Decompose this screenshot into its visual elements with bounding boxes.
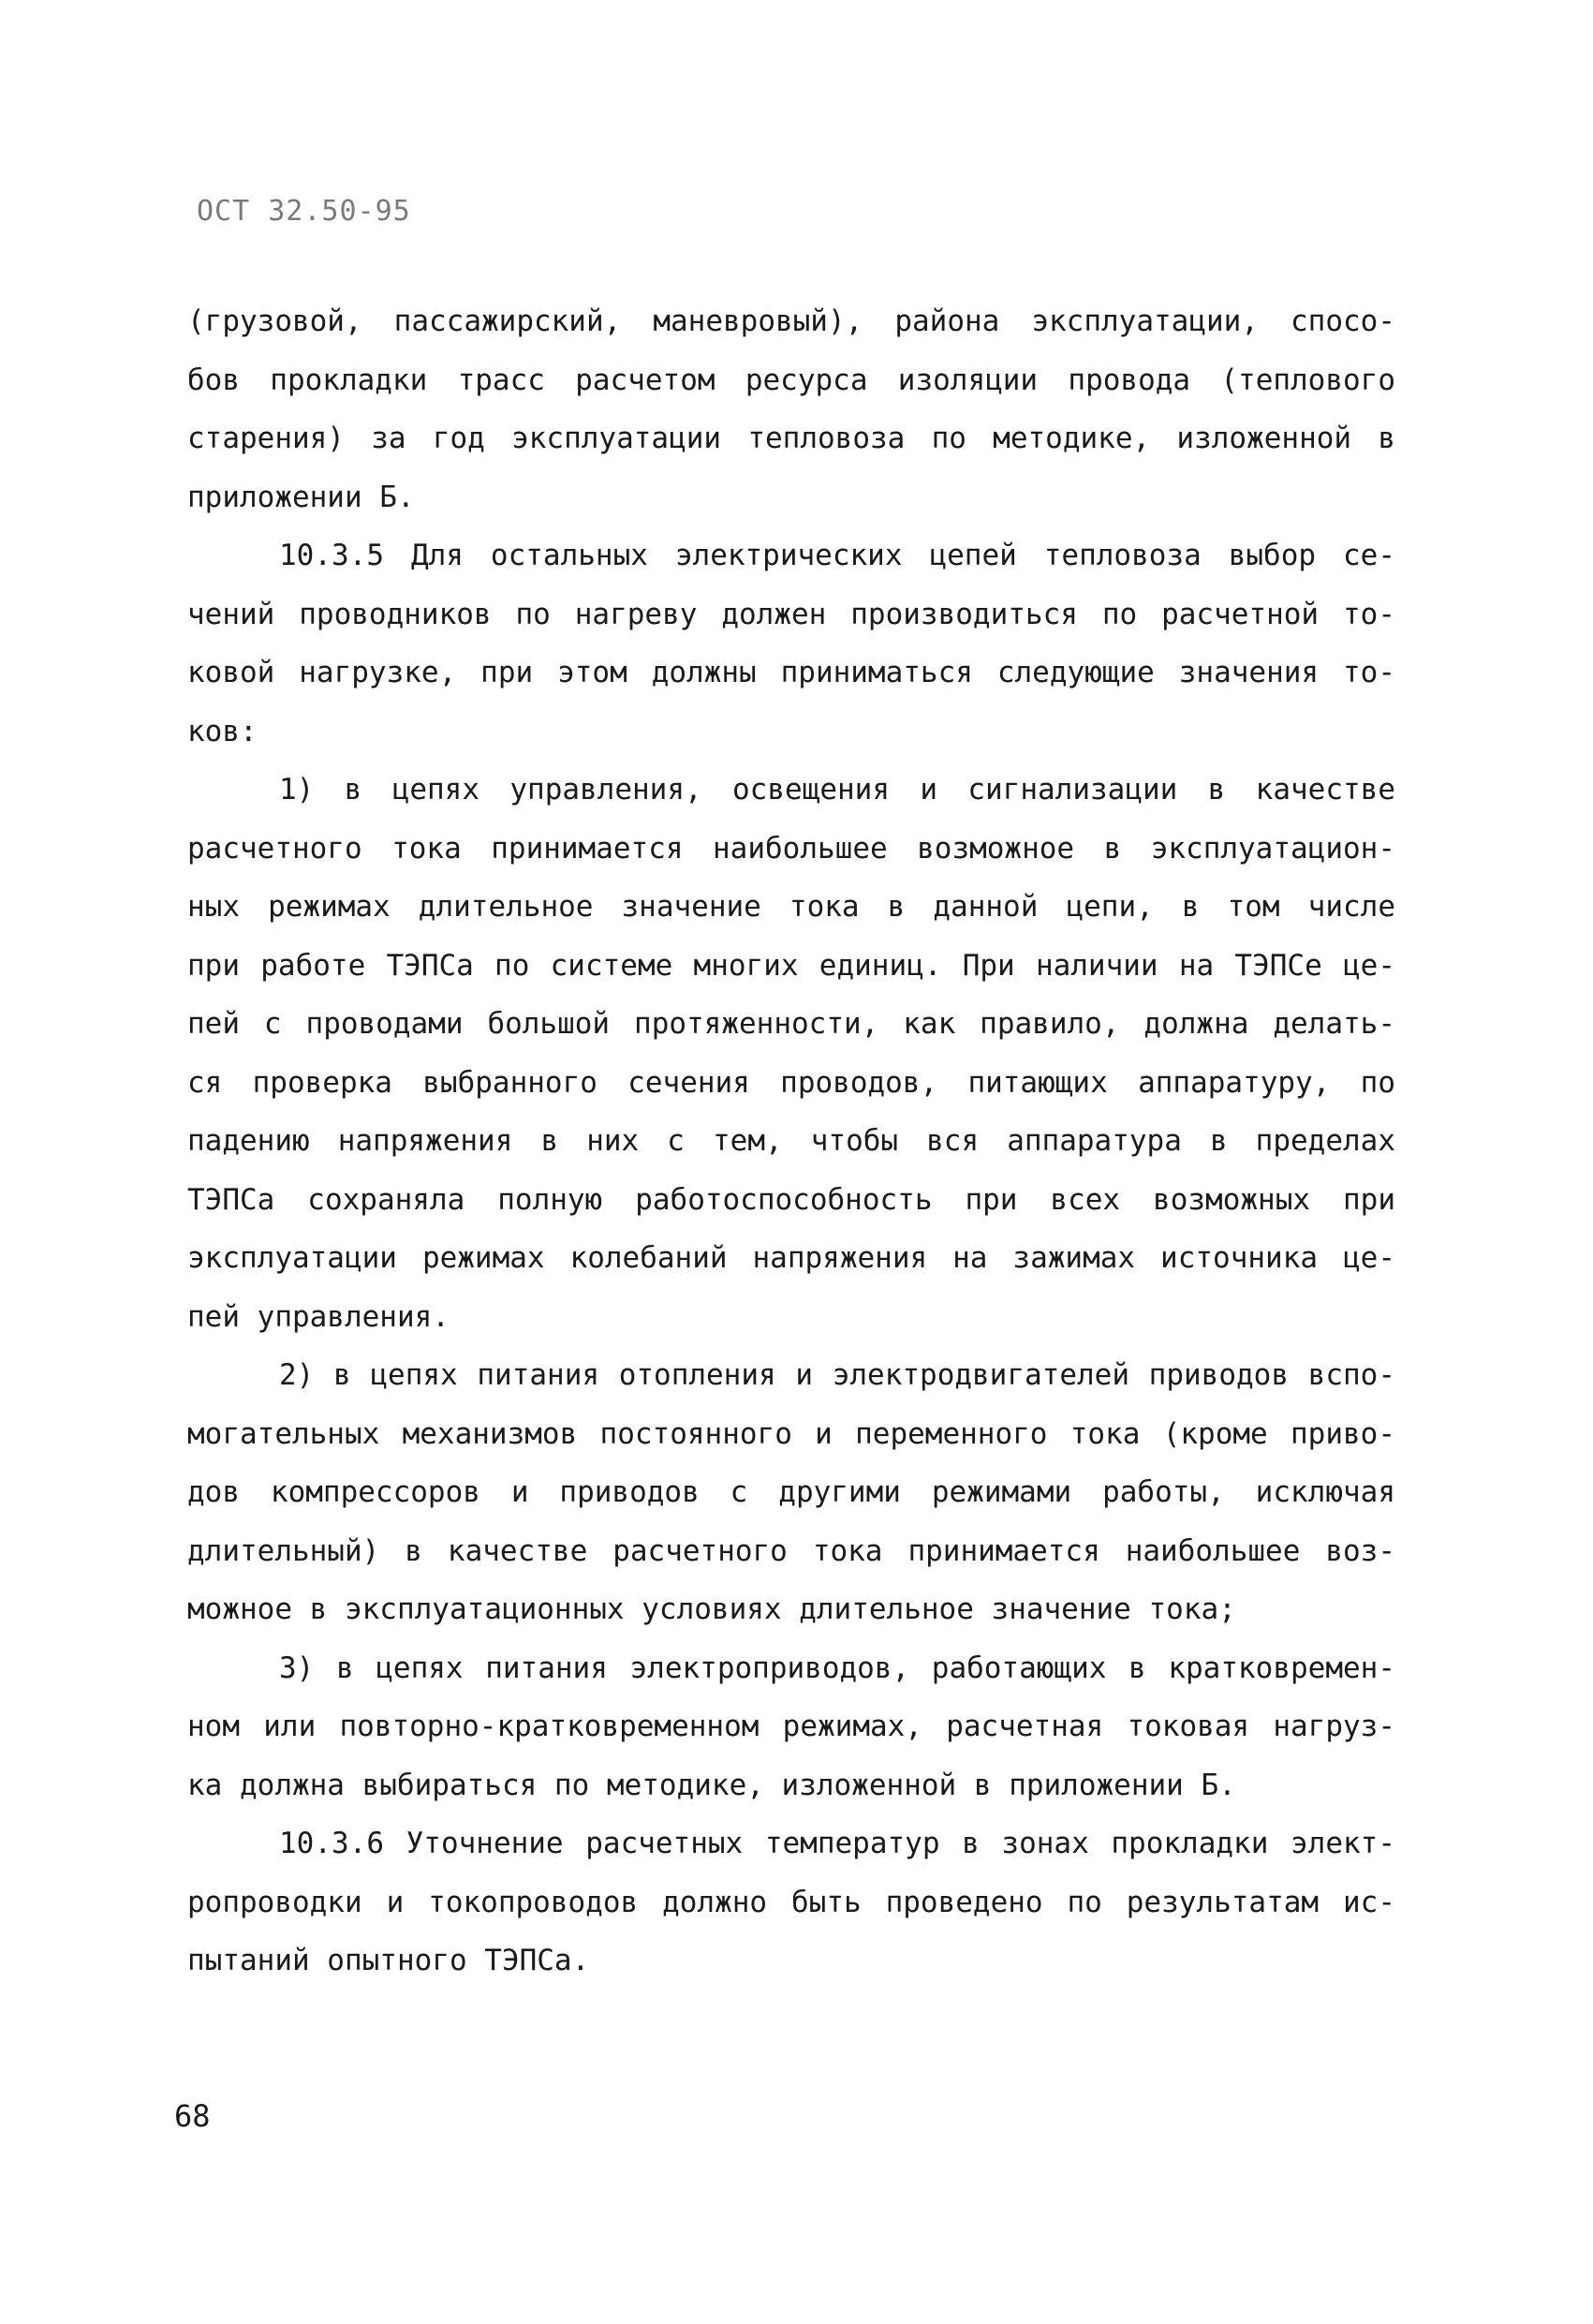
text-line: ков: — [187, 714, 258, 748]
document-body — [187, 292, 1395, 1991]
text-line: 10.3.5 Для остальных электрических цепей тепловоза выбор се- — [279, 539, 1395, 572]
page-number: 68 — [174, 2098, 211, 2134]
text-line: ропроводки и токопроводов должно быть проведено по результатам ис- — [187, 1885, 1395, 1919]
text-line: бов прокладки трасс расчетом ресурса изоляции провода (теплового — [187, 363, 1395, 397]
text-line: пытаний опытного ТЭПСа. — [187, 1944, 590, 1977]
text-line: 10.3.6 Уточнение расчетных температур в зонах прокладки элект- — [279, 1827, 1395, 1860]
text-line: ном или повторно-кратковременном режимах, расчетная токовая нагруз- — [187, 1710, 1395, 1743]
text-line: ковой нагрузке, при этом должны приниматься следующие значения то- — [187, 656, 1395, 689]
text-line: эксплуатации режимах колебаний напряжения на зажимах источника це- — [187, 1241, 1395, 1275]
text-line: приложении Б. — [187, 480, 415, 514]
text-line: падению напряжения в них с тем, чтобы вся аппаратура в пределах — [187, 1124, 1395, 1158]
text-line: могательных механизмов постоянного и переменного тока (кроме приво- — [187, 1416, 1395, 1451]
text-line: чений проводников по нагреву должен производиться по расчетной то- — [187, 597, 1395, 631]
text-line: 3) в цепях питания электроприводов, работающих в кратковремен- — [279, 1650, 1395, 1685]
text-line: дов компрессоров и приводов с другими режимами работы, исключая — [187, 1475, 1395, 1509]
text-line: (грузовой, пассажирский, маневровый), района эксплуатации, спосо- — [187, 304, 1395, 338]
text-line: пей управления. — [187, 1299, 450, 1334]
text-line: при работе ТЭПСа по системе многих единиц. При наличии на ТЭПСе це- — [187, 948, 1395, 983]
text-line: ся проверка выбранного сечения проводов, питающих аппаратуру, по — [187, 1065, 1395, 1100]
text-line: 1) в цепях управления, освещения и сигнализации в качестве — [279, 773, 1395, 807]
text-line: ТЭПСа сохраняла полную работоспособность при всех возможных при — [187, 1182, 1395, 1217]
text-line: ных режимах длительное значение тока в данной цепи, в том числе — [187, 890, 1395, 924]
text-line: 2) в цепях питания отопления и электродвигателей приводов вспо- — [279, 1358, 1395, 1392]
text-line: можное в эксплуатационных условиях длительное значение тока; — [187, 1592, 1236, 1626]
text-line: длительный) в качестве расчетного тока принимается наибольшее воз- — [187, 1533, 1395, 1568]
text-line: расчетного тока принимается наибольшее возможное в эксплуатацион- — [187, 831, 1395, 866]
document-code-header: ОСТ 32.50-95 — [197, 195, 411, 228]
text-line: ка должна выбираться по методике, изложенной в приложении Б. — [187, 1768, 1236, 1802]
text-line: пей с проводами большой протяженности, как правило, должна делать- — [187, 1007, 1395, 1041]
text-line: старения) за год эксплуатации тепловоза по методике, изложенной в — [187, 422, 1395, 455]
